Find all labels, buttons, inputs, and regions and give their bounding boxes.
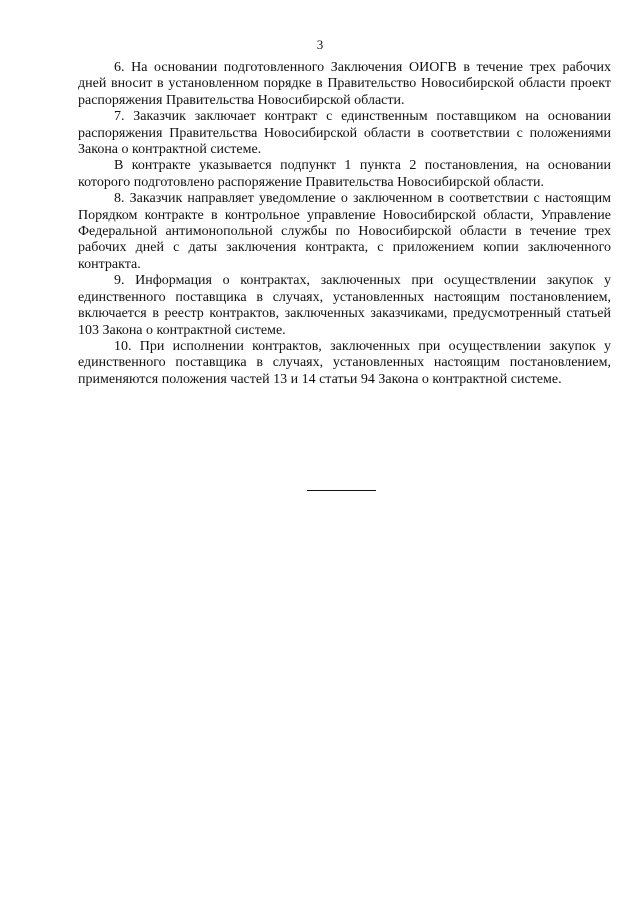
paragraph-6: 6. На основании подготовленного Заключения ОИОГВ в течение трех рабочих дней вносит в установленном порядке в Правительство Новосибирской области проект распоряжения Правительства Новосибирской области.: [78, 60, 611, 108]
paragraph-10: 10. При исполнении контрактов, заключенных при осуществлении закупок у единственного поставщика в случаях, установленных настоящим постановлением, применяются положения частей 13 и 14 статьи 94 Закона о контрактной системе.: [78, 338, 611, 387]
page-number: 3: [316, 37, 324, 52]
paragraph-7: 7. Заказчик заключает контракт с единственным поставщиком на основании распоряжения Правительства Новосибирской области в соответствии с положениями Закона о контрактной системе.: [78, 109, 611, 158]
document-end-separator: [307, 490, 376, 491]
document-body: [78, 60, 611, 388]
paragraph-7-contract-note: В контракте указывается подпункт 1 пункта 2 постановления, на основании которого подготовлено распоряжение Правительства Новосибирской области.: [78, 158, 611, 190]
paragraph-9: 9. Информация о контрактах, заключенных при осуществлении закупок у единственного поставщика в случаях, установленных настоящим постановлением, включается в реестр контрактов, заключенных заказчиками, предусмотренный статьей 103 Закона о контрактной системе.: [78, 273, 611, 338]
paragraph-8: 8. Заказчик направляет уведомление о заключенном в соответствии с настоящим Порядком контракте в контрольное управление Новосибирской области, Управление Федеральной антимонопольной службы по Новосибирской области в течение трех рабочих дней с даты заключения контракта, с приложением копии заключенного контракта.: [78, 191, 611, 272]
